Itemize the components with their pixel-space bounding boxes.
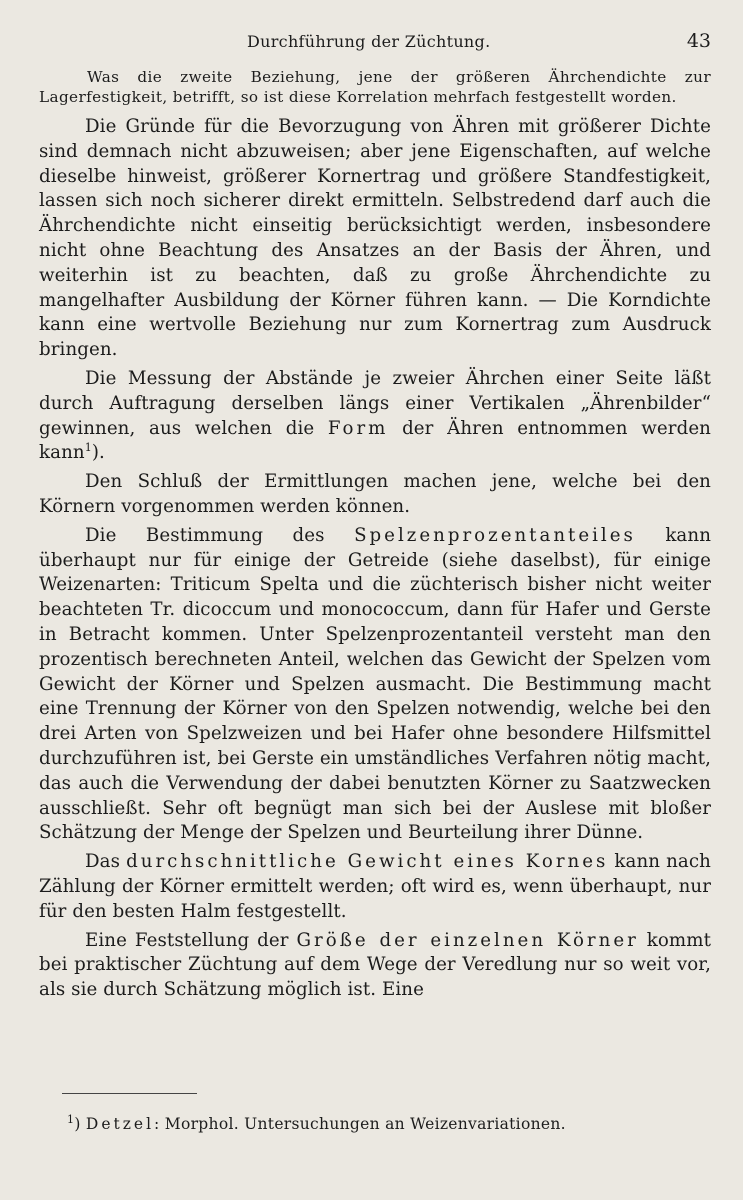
footnote-divider (62, 1093, 197, 1094)
paragraph-2-emphasis: Form (327, 417, 389, 439)
footnote (67, 1112, 566, 1133)
intro-paragraph (39, 68, 711, 107)
paragraph-2-text-c: ). (91, 442, 105, 464)
paragraph-6 (39, 929, 711, 1003)
paragraph-6-text-b: kommt bei praktischer Züchtung auf dem Wege der Veredlung nur so weit vor, als sie durch Schätzung möglich ist. Eine (39, 929, 712, 1001)
footnote-text: : Morphol. Untersuchungen an Weizenvariationen. (154, 1115, 566, 1133)
paragraph-6-text-a: Eine Feststellung der (85, 929, 297, 951)
paragraph-2-text-b: der Ähren entnommen werden kann (39, 417, 711, 464)
paragraph-4-emphasis: Spelzenprozentanteiles (354, 524, 636, 546)
footnote-marker-close: ) (74, 1115, 81, 1133)
footnote-author: Detzel (85, 1115, 155, 1133)
paragraph-6-emphasis: Größe der einzelnen Körner (296, 929, 639, 951)
paragraph-5-text-b: kann nach Zählung der Körner ermittelt werden; oft wird es, wenn überhaupt, nur für den besten Halm festgestellt. (39, 851, 711, 922)
running-head: Durchführung der Züchtung. (247, 32, 491, 51)
page-number: 43 (686, 30, 711, 52)
paragraph-5-emphasis: durchschnittliche Gewicht eines Kornes (126, 851, 609, 873)
paragraph-5 (39, 850, 711, 924)
paragraph-2-text-a: Die Messung der Abstände je zweier Ährchen einer Seite läßt durch Auftragung derselben längs einer Vertikalen „Ährenbilder“ gewinnen, aus welchen die (39, 367, 711, 439)
paragraph-4-text-a: Die Bestimmung des (85, 524, 355, 546)
page-header (39, 30, 711, 62)
footnote-reference: 1 (84, 441, 92, 455)
paragraph-2 (39, 367, 711, 466)
paragraph-4 (39, 524, 711, 846)
paragraph-5-text-a: Das (85, 851, 127, 873)
paragraph-4-text-b: kann überhaupt nur für einige der Getreide (siehe daselbst), für einige Weizenarten: Triticum Spelta und die züchterisch bisher nicht weiter beachteten Tr. dicoccum und monococcum, dann für Hafer und Gerste in Betracht kommen. Unter Spelzenprozentanteil versteht man den prozentisch berechneten Anteil, welchen das Gewicht der Spelzen vom Gewicht der Körner und Spelzen ausmacht. Die Bestimmung macht eine Trennung der Körner von den Spelzen notwendig, welche bei den drei Arten von Spelzweizen und bei Hafer ohne besondere Hilfsmittel durchzuführen ist, bei Gerste ein umständliches Verfahren nötig macht, das auch die Verwendung der dabei benutzten Körner zu Saatzwecken ausschließt. Sehr oft begnügt man sich bei der Auslese mit bloßer Schätzung der Menge der Spelzen und Beurteilung ihrer Dünne. (39, 524, 712, 844)
intro-text: Was die zweite Beziehung, jene der größeren Ährchendichte zur Lagerfestigkeit, betrifft, so ist diese Korrelation mehrfach festgestellt worden. (39, 68, 711, 106)
paragraph-1: Die Gründe für die Bevorzugung von Ähren mit größerer Dichte sind demnach nicht abzuweisen; aber jene Eigenschaften, auf welche dieselbe hinweist, größerer Kornertrag und größere Standfestigkeit, lassen sich noch sicherer direkt ermitteln. Selbstredend darf auch die Ährchendichte nicht einseitig berücksichtigt werden, insbesondere nicht ohne Beachtung des Ansatzes an der Basis der Ähren, und weiterhin ist zu beachten, daß zu große Ährchendichte zu mangelhafter Ausbildung der Körner führen kann. — Die Korndichte kann eine wertvolle Beziehung nur zum Kornertrag zum Ausdruck bringen. (39, 116, 711, 361)
paragraph-3: Den Schluß der Ermittlungen machen jene, welche bei den Körnern vorgenommen werden können. (39, 471, 711, 517)
footnote-marker: 1 (67, 1112, 75, 1126)
